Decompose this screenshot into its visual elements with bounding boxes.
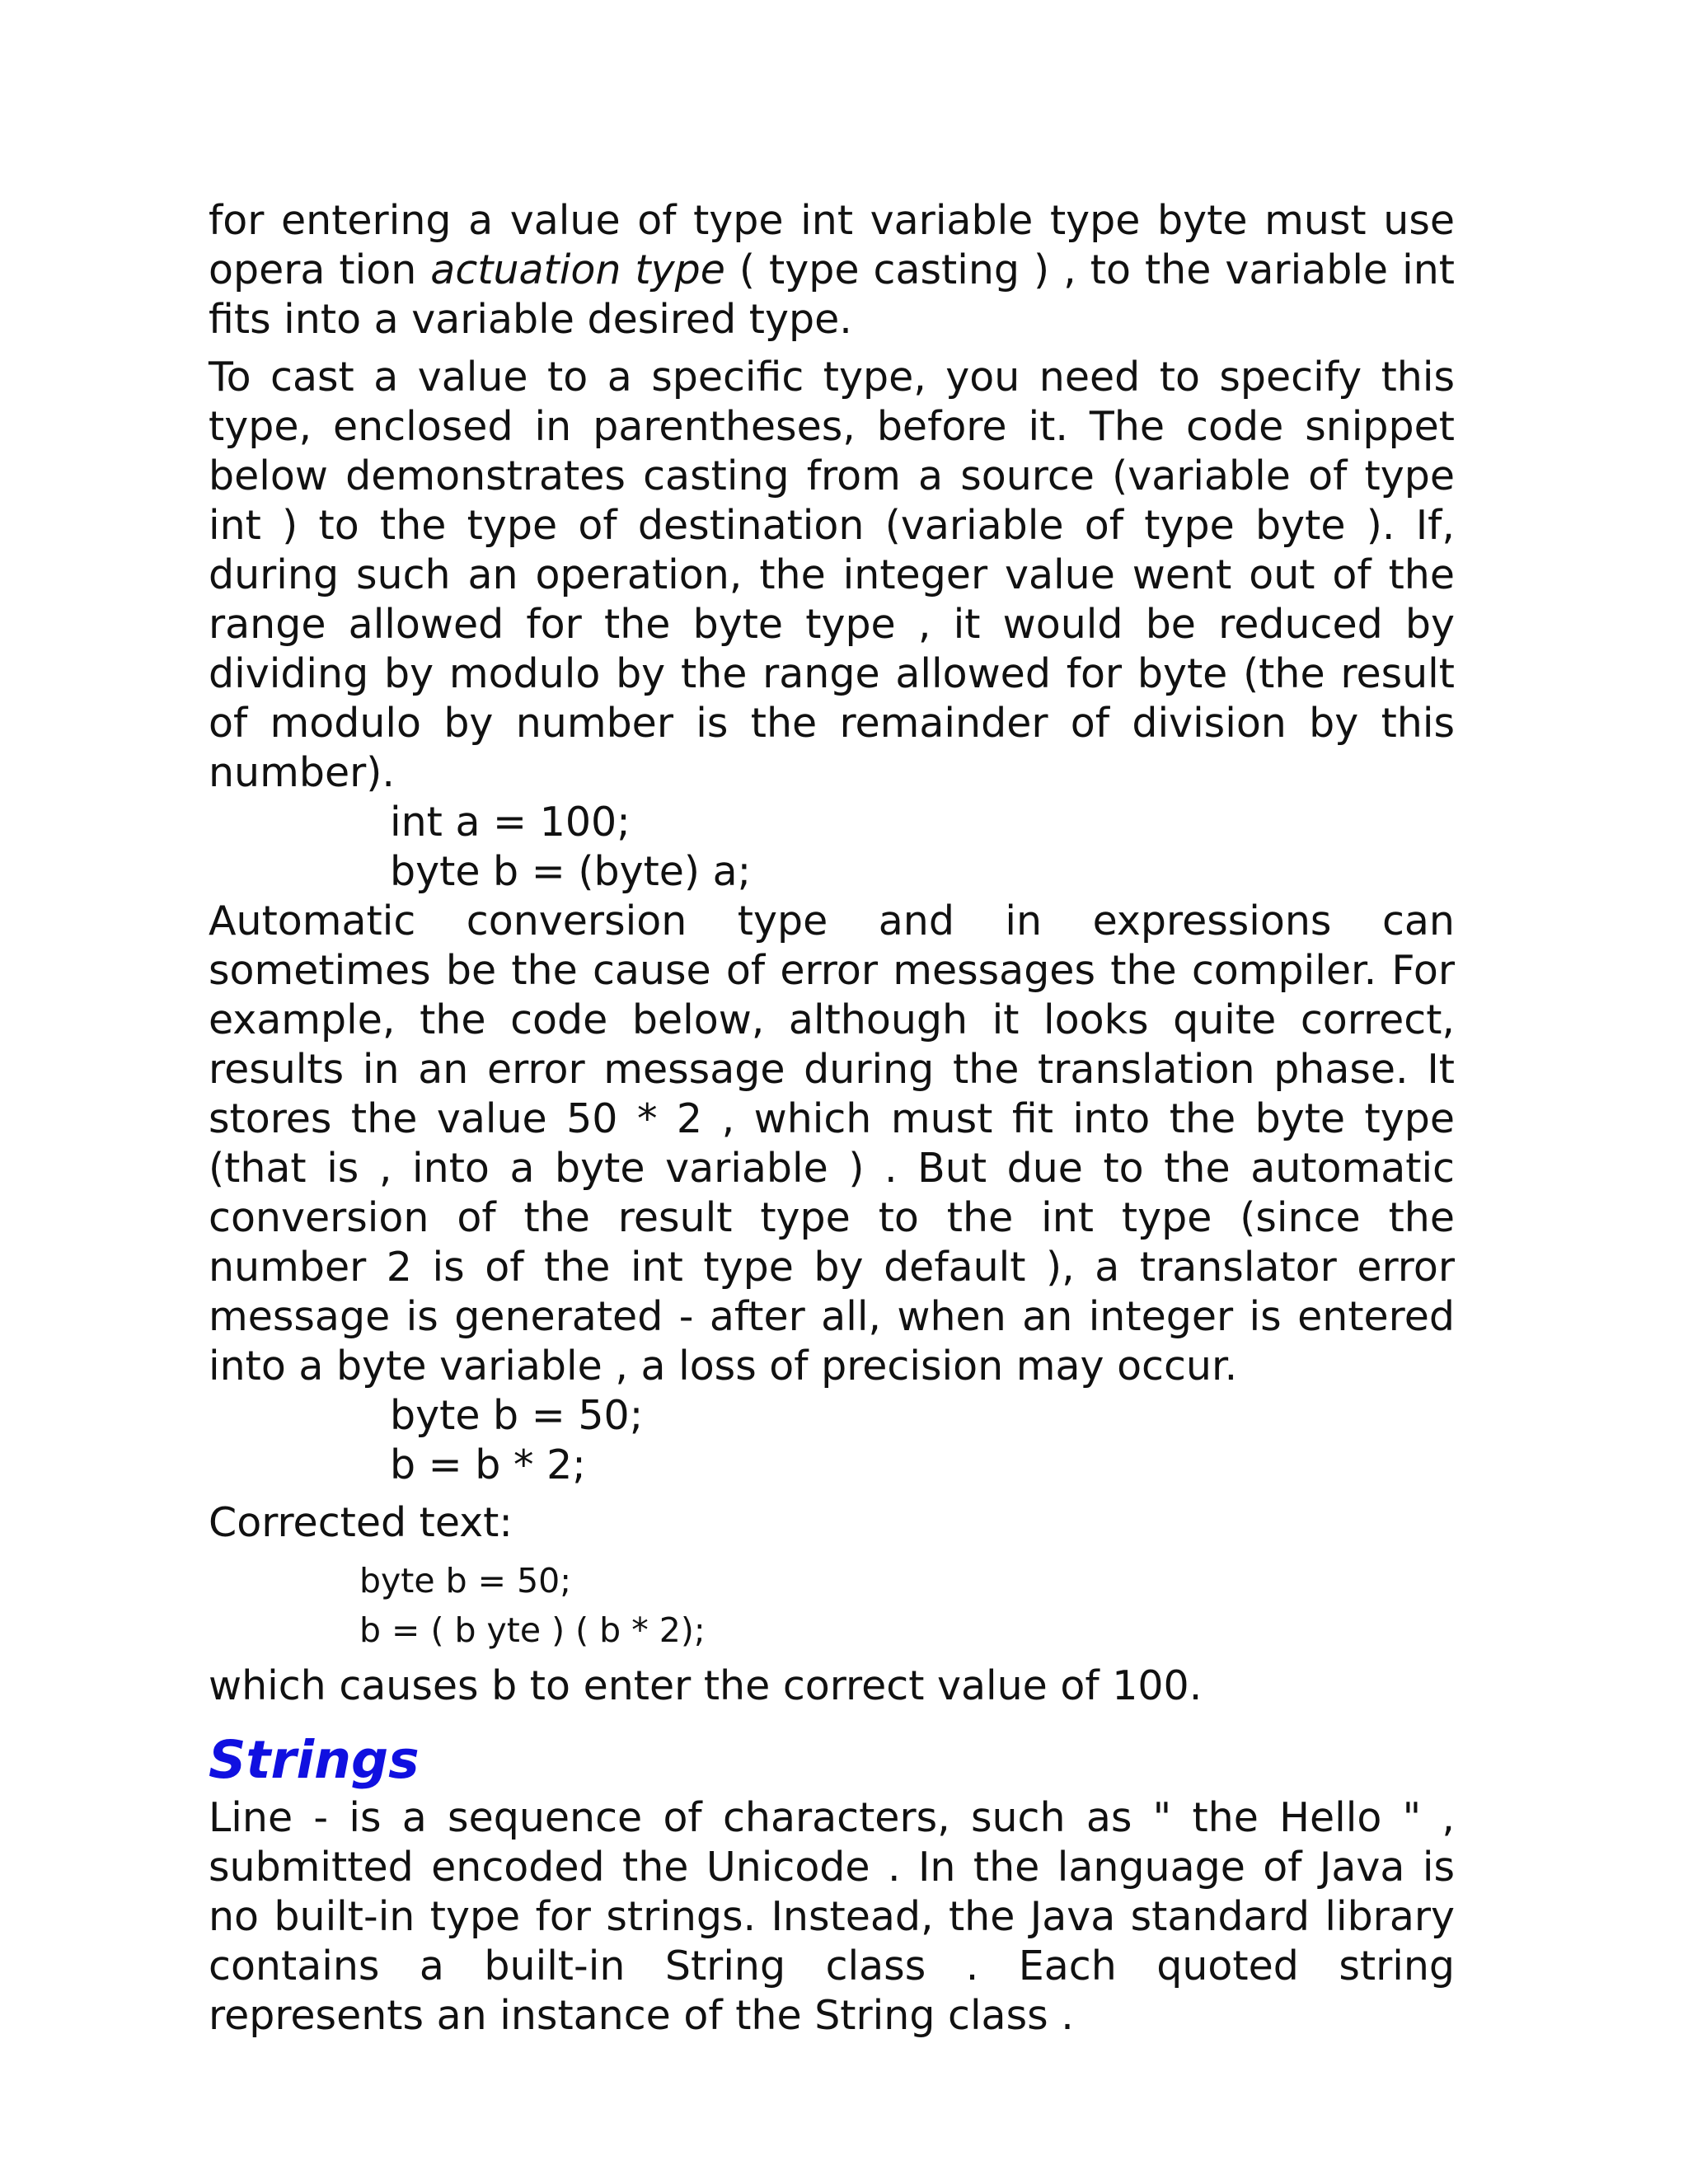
page-content xyxy=(209,196,1455,2041)
italic-term: actuation type xyxy=(430,246,725,293)
code-line: byte b = (byte) a; xyxy=(390,848,752,895)
section-heading-strings: Strings xyxy=(209,1730,420,1790)
paragraph-text: ( type casting ) , to the variable int fits into a variable desired type. xyxy=(209,246,1455,343)
paragraph-automatic-conversion: Automatic conversion type and in expressions can sometimes be the cause of error messages the compiler. For example, the code below, although it looks quite correct, results in an error message during the translation phase. It stores the value 50 * 2 , which must fit into the byte type (that is , into a byte variable ) . But due to the automatic conversion of the result type to the int type (since the number 2 is of the int type by default ), a translator error message is generated - after all, when an integer is entered into a byte variable , a loss of precision may occur. xyxy=(209,898,1455,1390)
paragraph-result: which causes b to enter the correct value of 100. xyxy=(209,1662,1203,1709)
code-line: int a = 100; xyxy=(390,799,631,846)
code-line: byte b = 50; xyxy=(359,1561,572,1601)
code-line: b = ( b yte ) ( b * 2); xyxy=(359,1610,706,1650)
paragraph-strings: Line - is a sequence of characters, such as " the Hello " , submitted encoded the Unicode . In the language of Java is no built-in type for strings. Instead, the Java standard library contains a built-in String class . Each quoted string represents an instance of the String class . xyxy=(209,1794,1455,2039)
code-line: byte b = 50; xyxy=(390,1392,644,1439)
code-line: b = b * 2; xyxy=(390,1441,586,1488)
paragraph-text: for entering a value of type int variable type byte must use opera tion xyxy=(209,197,1455,293)
corrected-text-label: Corrected text: xyxy=(209,1499,513,1546)
paragraph-type-casting-intro xyxy=(209,196,1455,344)
paragraph-cast-explanation: To cast a value to a specific type, you need to specify this type, enclosed in parentheses, before it. The code snippet below demonstrates casting from a source (variable of type int ) to the type of destination (variable of type byte ). If, during such an operation, the integer value went out of the range allowed for the byte type , it would be reduced by dividing by modulo by the range allowed for byte (the result of modulo by number is the remainder of division by this number). xyxy=(209,354,1455,796)
